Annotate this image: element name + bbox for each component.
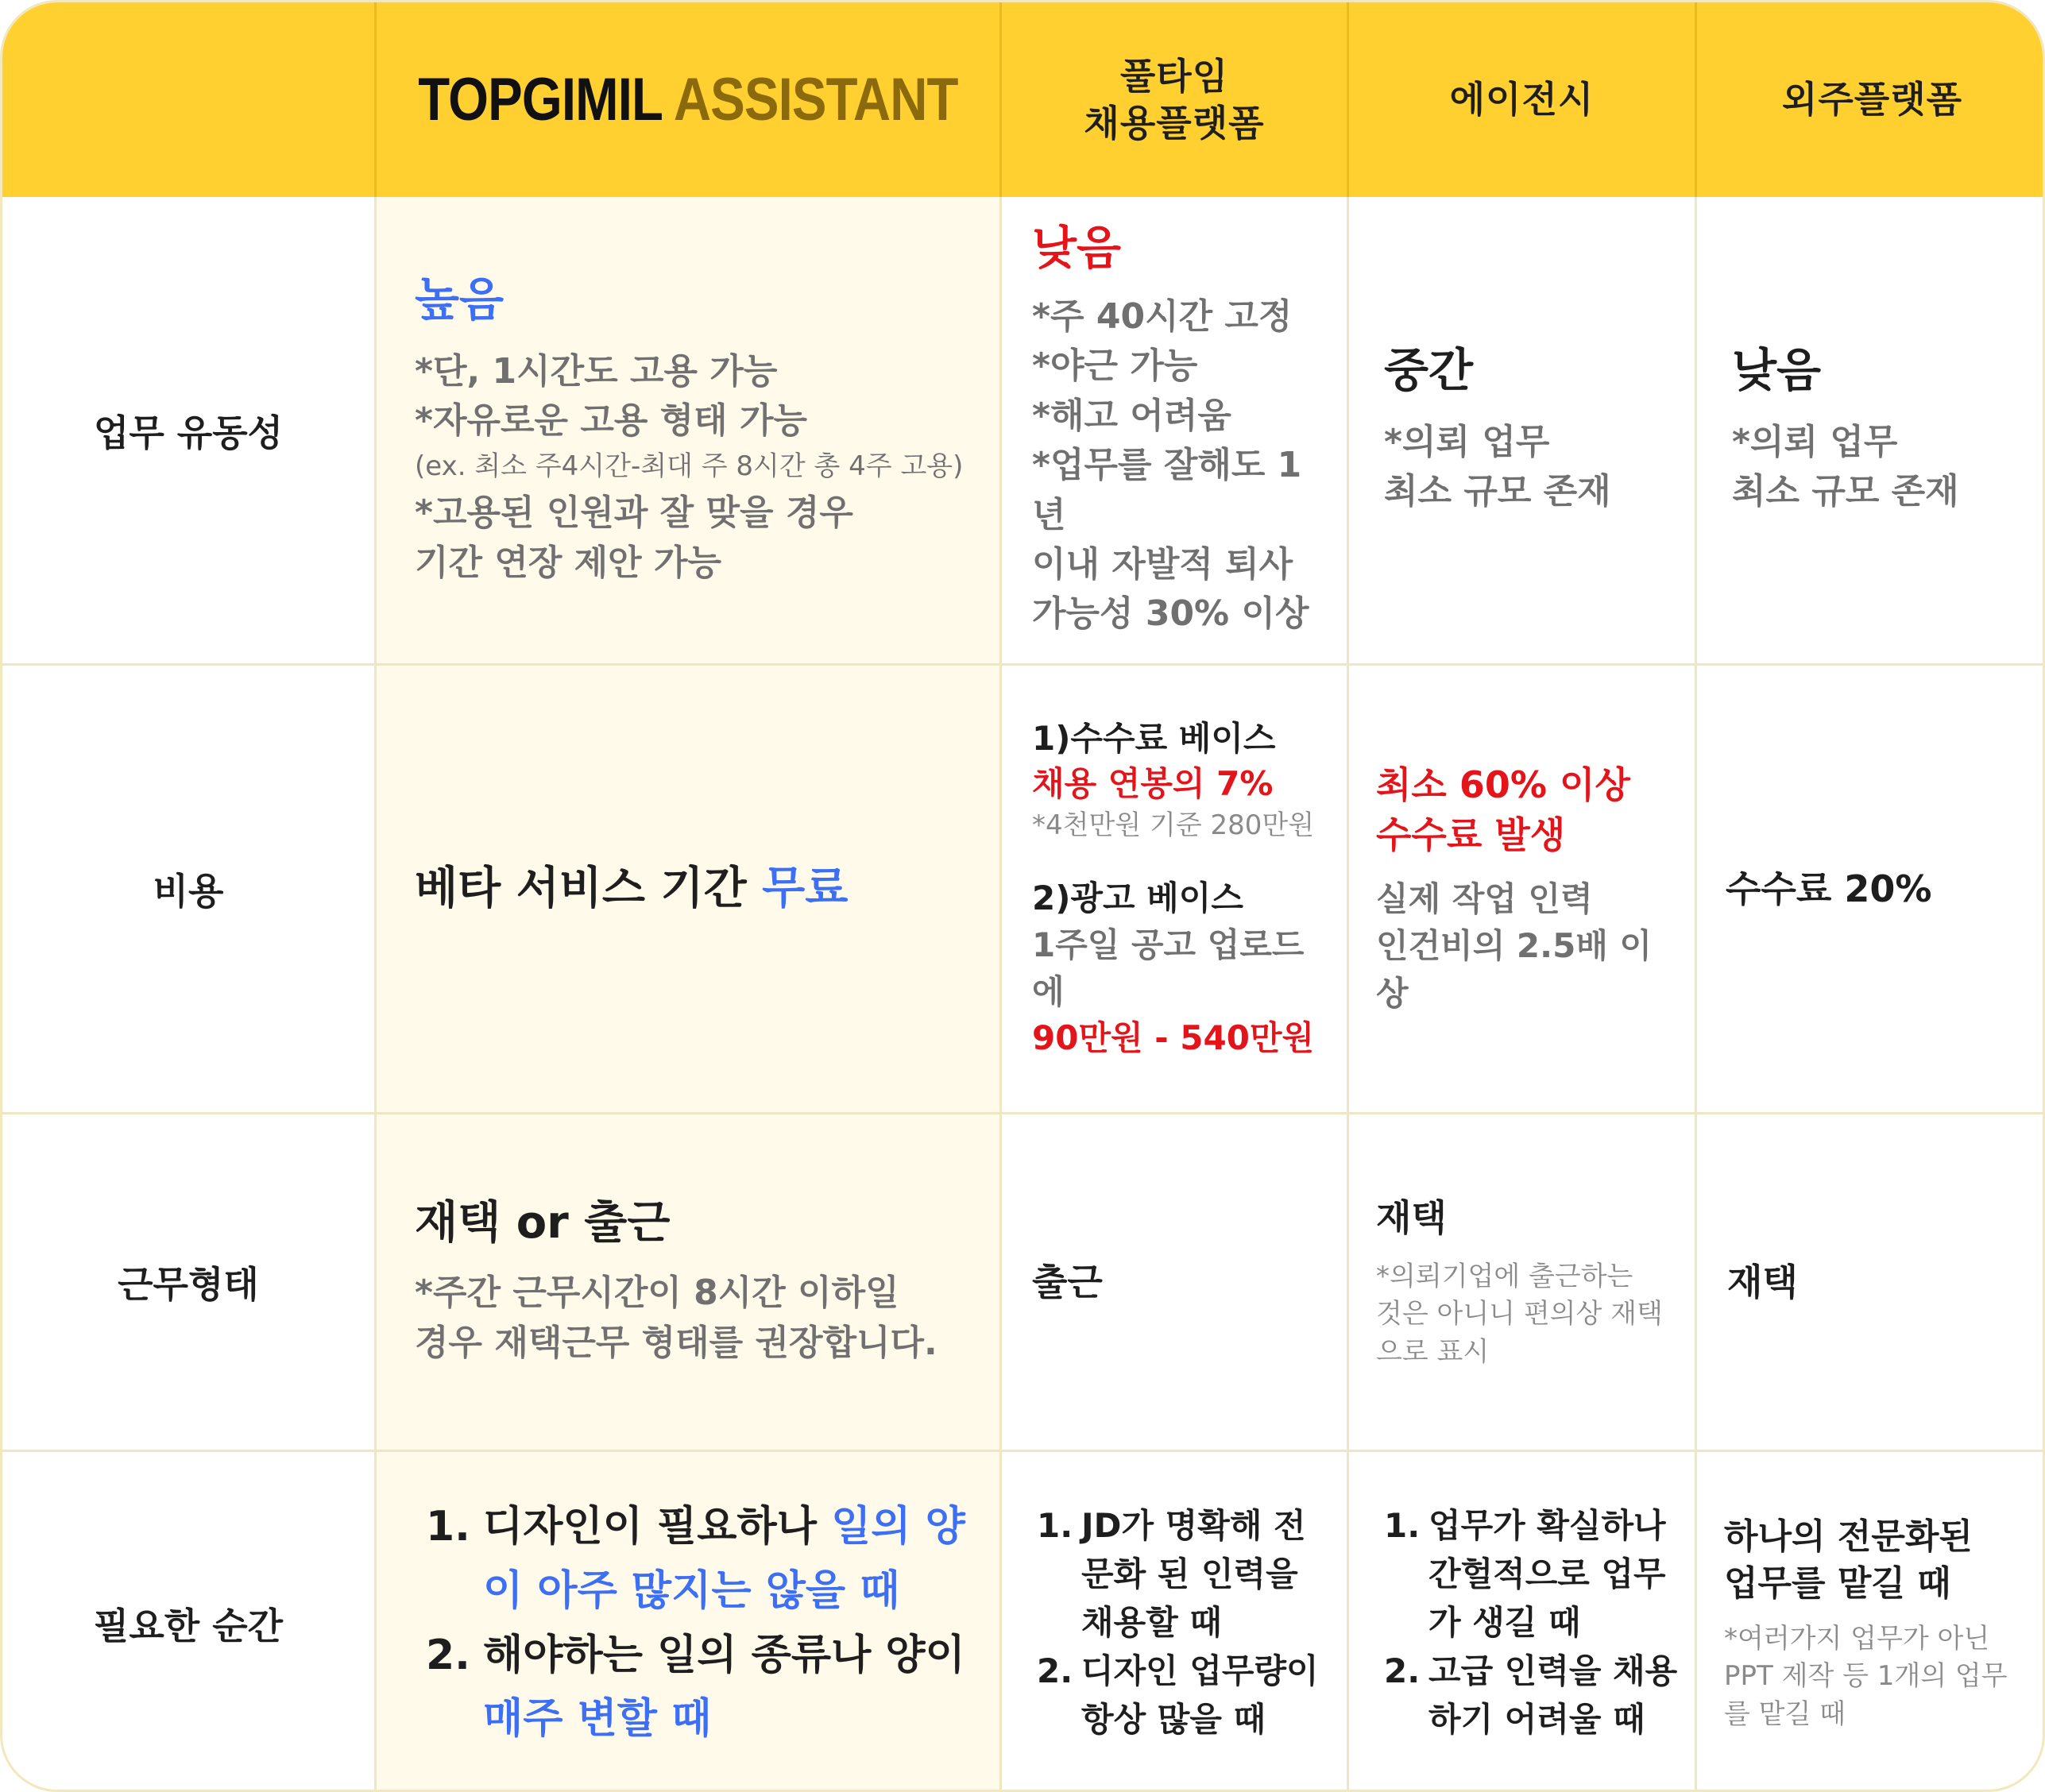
cost-fulltime-opt2-title: 2)광고 베이스 bbox=[1032, 879, 1243, 918]
brand-part1: TOPGIMIL bbox=[418, 66, 662, 133]
cost-agency bbox=[1349, 666, 1697, 1114]
flexibility-fulltime-line2: *야근 가능 bbox=[1032, 346, 1198, 387]
work-type-outsourcing-text: 재택 bbox=[1727, 1260, 1798, 1303]
header-corner bbox=[2, 2, 377, 197]
flexibility-fulltime-line1: *주 40시간 고정 bbox=[1032, 295, 1293, 337]
cost-fulltime-opt1-note: *4천만원 기준 280만원 bbox=[1032, 809, 1315, 841]
work-type-agency bbox=[1349, 1114, 1697, 1452]
comparison-grid bbox=[2, 2, 2043, 1790]
work-type-agency-text: 재택 bbox=[1376, 1195, 1447, 1239]
header-fulltime-line1: 풀타임 bbox=[1119, 54, 1229, 98]
needed-outsourcing bbox=[1697, 1452, 2045, 1792]
header-outsourcing-label: 외주플랫폼 bbox=[1781, 78, 1963, 122]
cost-agency-gray1: 실제 작업 인력 bbox=[1376, 879, 1593, 918]
needed-topgimil-item1-plain: 디자인이 필요하나 bbox=[483, 1503, 832, 1551]
work-type-topgimil-title: 재택 or 출근 bbox=[415, 1196, 671, 1249]
header-agency bbox=[1349, 2, 1697, 197]
cost-agency-red2: 수수료 발생 bbox=[1376, 813, 1566, 856]
flexibility-topgimil-level: 높음 bbox=[415, 272, 504, 326]
needed-fulltime bbox=[1002, 1452, 1349, 1792]
needed-agency-item2 bbox=[1384, 1647, 1679, 1744]
flexibility-fulltime-line4: *업무를 잘해도 1년 bbox=[1032, 445, 1302, 535]
needed-fulltime-item1-line2: 문화 된 인력을 bbox=[1081, 1554, 1298, 1594]
header-fulltime bbox=[1002, 2, 1349, 197]
needed-agency-item2-line2: 하기 어려울 때 bbox=[1428, 1699, 1645, 1739]
needed-agency-item2-num: 2. bbox=[1384, 1651, 1421, 1690]
needed-topgimil-item2-num: 2. bbox=[426, 1631, 470, 1679]
needed-fulltime-item1-line1: JD가 명확해 전 bbox=[1081, 1506, 1306, 1546]
flexibility-outsourcing-line2: 최소 규모 존재 bbox=[1732, 471, 1959, 512]
needed-agency-item1-num: 1. bbox=[1384, 1506, 1421, 1546]
work-type-agency-note1: *의뢰기업에 출근하는 bbox=[1376, 1260, 1633, 1292]
cost-fulltime-opt2-value: 90만원 - 540만원 bbox=[1032, 1018, 1315, 1058]
flexibility-fulltime bbox=[1002, 197, 1349, 666]
needed-outsourcing-note2: PPT 제작 등 1개의 업무 bbox=[1724, 1660, 2008, 1693]
needed-topgimil-item2-blue: 매주 변할 때 bbox=[483, 1695, 712, 1744]
work-type-fulltime-text: 출근 bbox=[1032, 1260, 1103, 1303]
work-type-agency-note2: 것은 아니니 편의상 재택 bbox=[1376, 1298, 1663, 1330]
needed-topgimil-item2 bbox=[426, 1624, 984, 1751]
flexibility-outsourcing-level: 낮음 bbox=[1732, 343, 1822, 398]
flexibility-outsourcing bbox=[1697, 197, 2045, 666]
cost-fulltime bbox=[1002, 666, 1349, 1114]
needed-agency-item1-line1: 업무가 확실하나 bbox=[1428, 1506, 1666, 1546]
needed-agency-item1 bbox=[1384, 1502, 1679, 1647]
flexibility-topgimil-line4: 기간 연장 제안 가능 bbox=[415, 542, 721, 583]
cost-topgimil-text: 베타 서비스 기간 bbox=[415, 863, 747, 915]
needed-fulltime-item1 bbox=[1037, 1502, 1331, 1647]
row-label-work-type: 근무형태 bbox=[2, 1114, 377, 1452]
needed-fulltime-item2-line1: 디자인 업무량이 bbox=[1081, 1651, 1319, 1690]
flexibility-topgimil-line2: *자유로운 고용 형태 가능 bbox=[415, 400, 808, 442]
work-type-agency-note3: 으로 표시 bbox=[1376, 1335, 1490, 1368]
needed-topgimil-list bbox=[426, 1495, 984, 1751]
needed-outsourcing-line1: 하나의 전문화된 bbox=[1724, 1516, 1973, 1557]
needed-agency-item1-line2: 간헐적으로 업무 bbox=[1428, 1554, 1666, 1594]
flexibility-topgimil bbox=[377, 197, 1002, 666]
work-type-topgimil-note1: *주간 근무시간이 8시간 이하일 bbox=[415, 1273, 899, 1314]
cost-topgimil-free: 무료 bbox=[762, 863, 849, 915]
flexibility-agency-line1: *의뢰 업무 bbox=[1384, 421, 1550, 462]
flexibility-outsourcing-line1: *의뢰 업무 bbox=[1732, 421, 1898, 462]
brand-part2: ASSISTANT bbox=[673, 66, 958, 133]
needed-fulltime-item2-line2: 항상 많을 때 bbox=[1081, 1699, 1266, 1739]
cost-agency-red1: 최소 60% 이상 bbox=[1376, 763, 1630, 807]
cost-outsourcing-text: 수수료 20% bbox=[1726, 867, 1932, 910]
needed-outsourcing-line2: 업무를 맡길 때 bbox=[1724, 1563, 1951, 1605]
cost-fulltime-opt1-value: 채용 연봉의 7% bbox=[1032, 763, 1274, 803]
cost-fulltime-opt1-title: 1)수수료 베이스 bbox=[1032, 719, 1276, 759]
work-type-topgimil-note2: 경우 재택근무 형태를 권장합니다. bbox=[415, 1322, 937, 1363]
cost-agency-gray2: 인건비의 2.5배 이상 bbox=[1376, 926, 1653, 1013]
row-label-cost: 비용 bbox=[2, 666, 377, 1114]
flexibility-agency-level: 중간 bbox=[1384, 343, 1474, 398]
flexibility-fulltime-line3: *해고 어려움 bbox=[1032, 395, 1231, 436]
header-fulltime-line2: 채용플랫폼 bbox=[1084, 101, 1265, 145]
work-type-fulltime bbox=[1002, 1114, 1349, 1452]
flexibility-fulltime-line5: 이내 자발적 퇴사 bbox=[1032, 544, 1293, 585]
needed-agency-item1-line3: 가 생길 때 bbox=[1428, 1603, 1581, 1643]
flexibility-agency bbox=[1349, 197, 1697, 666]
needed-fulltime-list bbox=[1037, 1502, 1331, 1744]
cost-fulltime-opt2-desc: 1주일 공고 업로드에 bbox=[1032, 925, 1305, 1012]
needed-fulltime-item2 bbox=[1037, 1647, 1331, 1744]
flexibility-topgimil-line3: *고용된 인원과 잘 맞을 경우 bbox=[415, 492, 853, 534]
needed-topgimil-item1-num: 1. bbox=[426, 1503, 470, 1551]
flexibility-agency-line2: 최소 규모 존재 bbox=[1384, 471, 1611, 512]
flexibility-topgimil-line1: *단, 1시간도 고용 가능 bbox=[415, 350, 778, 392]
cost-topgimil bbox=[377, 666, 1002, 1114]
needed-fulltime-item1-num: 1. bbox=[1037, 1506, 1073, 1546]
needed-fulltime-item2-num: 2. bbox=[1037, 1651, 1073, 1690]
header-topgimil bbox=[377, 2, 1002, 197]
flexibility-fulltime-level: 낮음 bbox=[1032, 221, 1122, 276]
needed-topgimil-item1-blue-b: 이 아주 많지는 않을 때 bbox=[483, 1566, 900, 1615]
row-label-flexibility: 업무 유동성 bbox=[2, 197, 377, 666]
needed-agency-item2-line1: 고급 인력을 채용 bbox=[1428, 1651, 1678, 1690]
needed-agency-list bbox=[1384, 1502, 1679, 1744]
flexibility-fulltime-line6: 가능성 30% 이상 bbox=[1032, 593, 1309, 635]
needed-outsourcing-note1: *여러가지 업무가 아닌 bbox=[1724, 1622, 1990, 1655]
needed-agency bbox=[1349, 1452, 1697, 1792]
needed-topgimil-item1-blue-a: 일의 양 bbox=[831, 1503, 965, 1551]
cost-outsourcing bbox=[1697, 666, 2045, 1114]
needed-fulltime-item1-line3: 채용할 때 bbox=[1081, 1603, 1222, 1643]
header-outsourcing bbox=[1697, 2, 2045, 197]
needed-topgimil-item1 bbox=[426, 1495, 984, 1623]
flexibility-topgimil-example: (ex. 최소 주4시간-최대 주 8시간 총 4주 고용) bbox=[415, 450, 964, 482]
needed-topgimil-item2-plain: 해야하는 일의 종류나 양이 bbox=[483, 1631, 965, 1679]
brand-title bbox=[418, 65, 957, 134]
work-type-outsourcing bbox=[1697, 1114, 2045, 1452]
cost-topgimil-text-wrap bbox=[415, 862, 984, 915]
row-label-needed: 필요한 순간 bbox=[2, 1452, 377, 1792]
header-agency-label: 에이전시 bbox=[1449, 78, 1595, 122]
needed-outsourcing-note3: 를 맡길 때 bbox=[1724, 1697, 1846, 1730]
needed-topgimil bbox=[377, 1452, 1002, 1792]
work-type-topgimil bbox=[377, 1114, 1002, 1452]
